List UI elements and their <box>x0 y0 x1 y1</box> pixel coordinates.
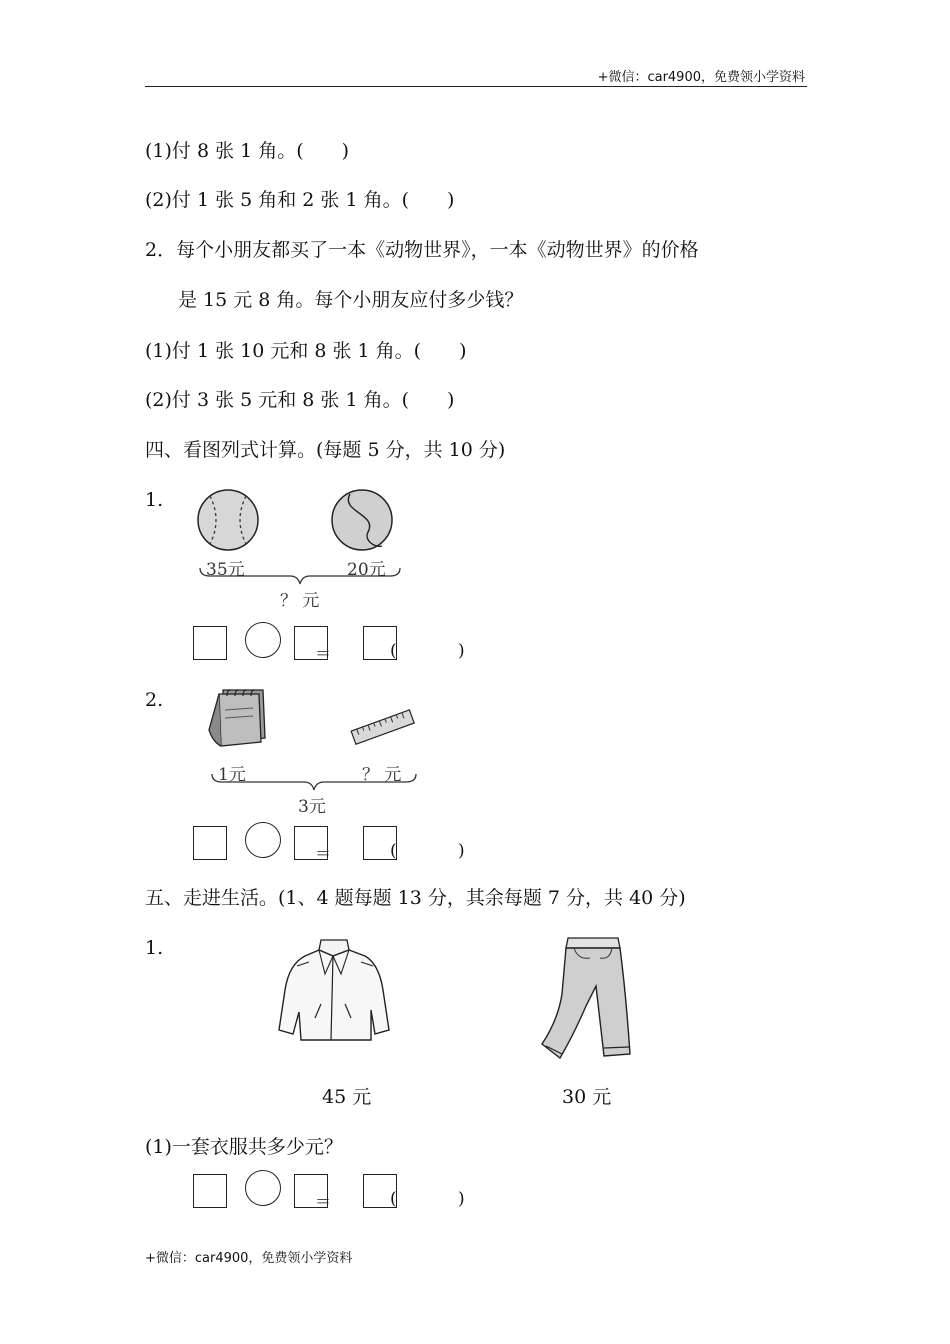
jacket-price: 45 元 <box>322 1086 372 1108</box>
pants-icon <box>538 934 634 1062</box>
problem-number: 1. <box>145 489 164 511</box>
question-line: 是 15 元 8 角。每个小朋友应付多少钱？ <box>178 289 524 311</box>
left-price-label: 1元 <box>218 765 246 785</box>
paren-open: ( <box>390 841 397 861</box>
tennis-ball-icon <box>330 488 396 554</box>
pants-price: 30 元 <box>562 1086 612 1108</box>
operator-circle[interactable] <box>245 822 281 858</box>
operator-circle[interactable] <box>245 622 281 658</box>
section-heading: 五、走进生活。(1、4 题每题 13 分，其余每题 7 分，共 40 分) <box>145 887 686 909</box>
paren-close: ) <box>458 841 465 861</box>
header-rule <box>145 86 807 87</box>
left-price-label: 35元 <box>206 560 245 580</box>
header-note: +微信：car4900，免费领小学资料 <box>597 70 805 85</box>
equals-sign: ＝ <box>315 1192 332 1211</box>
jacket-icon <box>275 934 393 1046</box>
question-line: (1)一套衣服共多少元？ <box>145 1136 343 1158</box>
question-line: (2)付 1 张 5 角和 2 张 1 角。( ) <box>145 189 455 211</box>
equals-sign: ＝ <box>315 844 332 863</box>
answer-box[interactable] <box>193 826 227 860</box>
paren-close: ) <box>458 1189 465 1209</box>
total-label: ？ 元 <box>280 591 320 611</box>
total-label: 3元 <box>298 797 326 817</box>
question-line: (1)付 1 张 10 元和 8 张 1 角。( ) <box>145 340 467 362</box>
equals-sign: ＝ <box>315 644 332 663</box>
question-line: (2)付 3 张 5 元和 8 张 1 角。( ) <box>145 389 455 411</box>
answer-box[interactable] <box>193 626 227 660</box>
problem-number: 2. <box>145 689 164 711</box>
paren-open: ( <box>390 1189 397 1209</box>
section-heading: 四、看图列式计算。(每题 5 分，共 10 分) <box>145 439 506 461</box>
paren-close: ) <box>458 641 465 661</box>
ruler-icon <box>350 706 416 750</box>
question-line: (1)付 8 张 1 角。( ) <box>145 140 350 162</box>
answer-box[interactable] <box>193 1174 227 1208</box>
footer-note: +微信：car4900，免费领小学资料 <box>145 1251 353 1266</box>
brace <box>198 566 402 588</box>
right-price-label: ？ 元 <box>362 765 402 785</box>
problem-number: 1. <box>145 937 164 959</box>
operator-circle[interactable] <box>245 1170 281 1206</box>
right-price-label: 20元 <box>347 560 386 580</box>
paren-open: ( <box>390 641 397 661</box>
notepad-icon <box>205 686 269 752</box>
baseball-icon <box>196 488 262 554</box>
brace <box>210 772 418 794</box>
question-line: 2．每个小朋友都买了一本《动物世界》，一本《动物世界》的价格 <box>145 239 699 261</box>
